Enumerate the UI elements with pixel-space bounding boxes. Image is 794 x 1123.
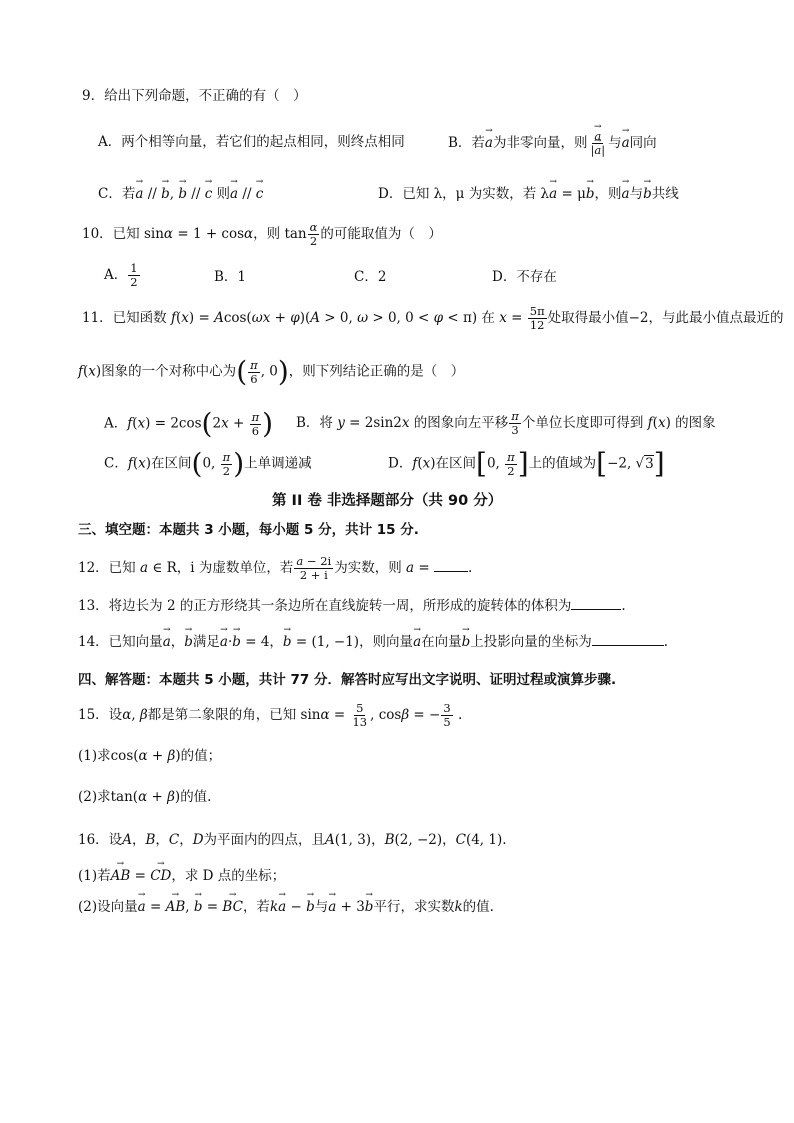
q16-part2: (2)设向量→ a = → AB, → b = → BC，若k→ a − → b与→ a + 3→ b平行，求实数k的值. [78,895,494,915]
q13: 13．将边长为 2 的正方形绕其一条边所在直线旋转一周，所形成的旋转体的体积为 . [78,598,626,614]
q12: 12．已知 a ∈ R，i 为虚数单位，若 $\frac{a - 2i}{2 + i}$ 为实数，则 a = . [78,554,473,582]
q9-option-a: A．两个相等向量，若它们的起点相同，则终点相同 [98,134,405,150]
q9-option-c: C．若→ a // → b, → b // → c 则→ a // → c [98,182,263,202]
q16-part1: (1)若→ AB = → CD，求 D 点的坐标； [78,864,285,884]
q9-option-b: B．若→ a为非零向量，则 → $\frac{a}{|\to a|}$ 与→ a同向 [448,130,657,157]
part2-title: 第 II 卷 非选择题部分（共 90 分） [272,493,503,509]
q11-option-c: C．f(x)在区间(0, $\frac{\pi}{2}$ )上单调递减 [104,447,312,480]
q10-option-c: C．2 [354,269,387,285]
q15-stem: 15．设α, β都是第二象限的角，已知 sinα = $\frac{5}{13}$ , cosβ = − $\frac{3}{5}$ . [78,701,463,729]
q10-stem: 10．已知 sinα = 1 + cosα，则 tan $\frac{\alpha}{2}$ 的可能取值为（ ） [82,220,442,248]
q9-stem: 9．给出下列命题，不正确的有（ ） [82,88,307,104]
q11-stem-line1: 11．已知函数 f(x) = Acos(ωx + φ)(A > 0, ω > 0, 0 < φ < π) 在 x = $\frac{5\pi}{12}$ 处取得最小值−2，与此最小值点最近的 [82,304,784,332]
q10-option-d: D．不存在 [492,269,557,285]
q11-option-b: B．将 y = 2sin2x 的图象向左平移 $\frac{\pi}{3}$ 个单位长度即可得到 f(x) 的图象 [296,409,716,437]
q16-stem: 16．设A，B，C，D为平面内的四点，且A(1, 3)，B(2, −2)，C(4, 1). [78,832,507,848]
section3-title: 三、填空题：本题共 3 小题，每小题 5 分，共计 15 分. [78,522,419,538]
q15-part2: (2)求tan(α + β)的值. [78,789,212,805]
q11-option-a: A．f(x) = 2cos(2x + $\frac{\pi}{6}$ ) [104,407,274,440]
q11-stem-line2: f(x)图象的一个对称中心为( $\frac{\pi}{6}$ , 0)，则下列结论正确的是（ ） [78,355,465,388]
q14: 14．已知向量→ a，→ b满足→ a·→ b = 4，→ b = (1, −1)，则向量→ a在向量→ b上投影向量的坐标为 . [78,630,668,650]
q15-part1: (1)求cos(α + β)的值； [78,748,222,764]
q9-option-d: D．已知 λ，μ 为实数，若 λ→ a = μ→ b，则→ a与→ b共线 [378,182,679,202]
section4-title: 四、解答题：本题共 5 小题，共计 77 分．解答时应写出文字说明、证明过程或演算步骤. [78,672,617,688]
q10-option-a: A． $\frac{1}{2}$ [104,261,138,289]
q10-option-b: B．1 [214,269,247,285]
q11-option-d: D．f(x)在区间[0, $\frac{\pi}{2}$ ]上的值域为[−2, √3] [388,447,665,480]
